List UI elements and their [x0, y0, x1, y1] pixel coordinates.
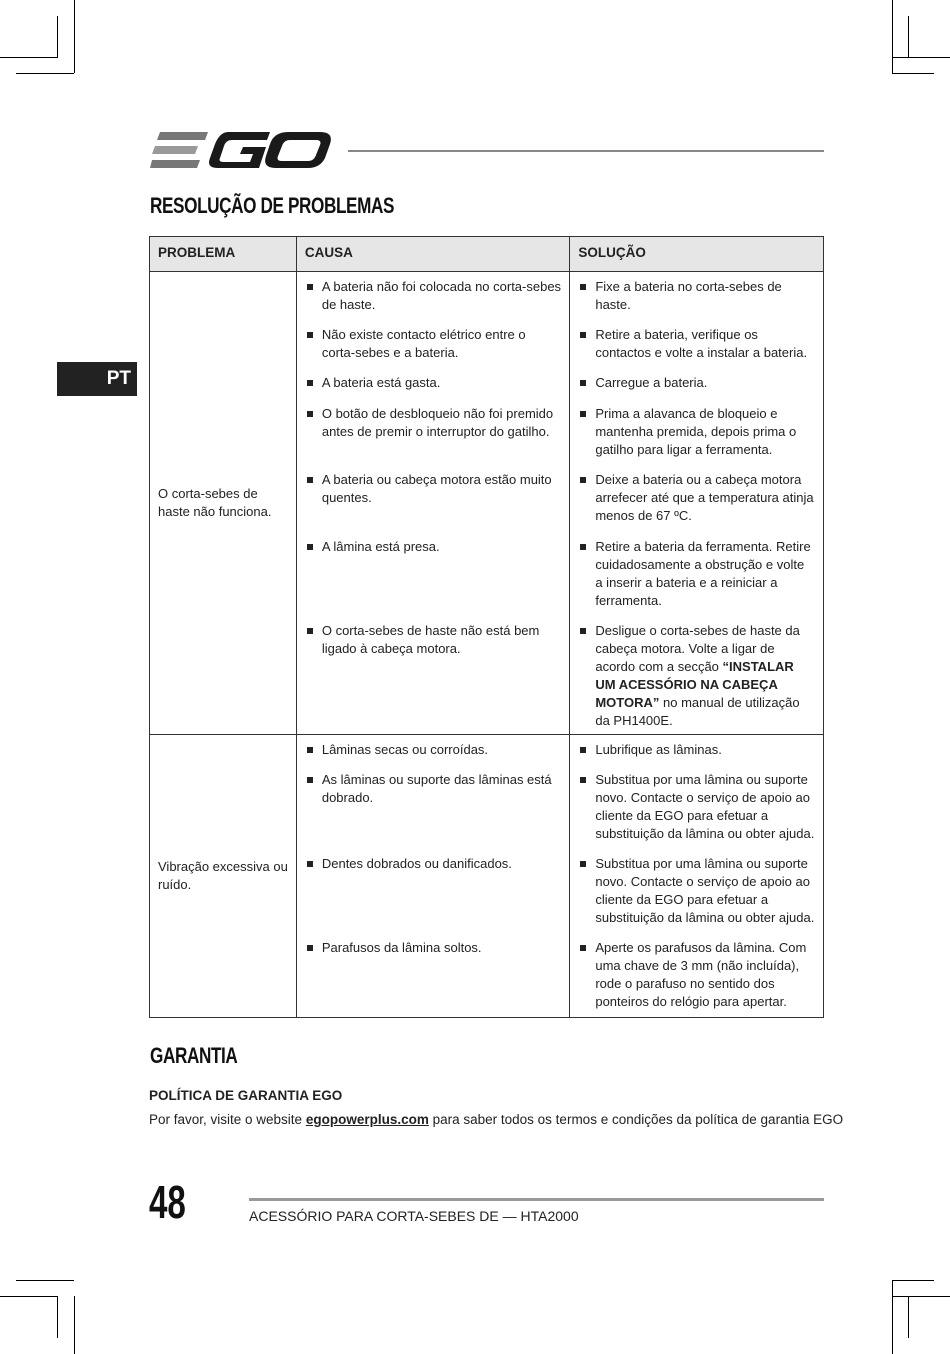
ego-logo [150, 130, 332, 177]
warranty-title: GARANTIA [150, 1043, 238, 1068]
crop-mark [892, 73, 934, 74]
crop-mark [0, 57, 58, 58]
header-solution: SOLUÇÃO [570, 237, 824, 272]
solution-item: Substitua por uma lâmina ou suporte novo. Contacte o serviço de apoio ao cliente da EGO para efetuar a substituição da lâmina ou obter ajuda. [578, 855, 815, 939]
table-row [150, 735, 824, 1018]
solution-cell [570, 735, 824, 1018]
warranty-link[interactable]: egopowerplus.com [305, 1112, 429, 1127]
solution-item [578, 622, 815, 730]
cause-cell [296, 272, 570, 735]
crop-mark [0, 1296, 58, 1297]
solution-cell [570, 272, 824, 735]
cause-item: O corta-sebes de haste não está bem ligado à cabeça motora. [305, 622, 562, 708]
solution-item: Carregue a bateria. [578, 374, 815, 405]
crop-mark [892, 1280, 934, 1281]
table-header-row [150, 237, 824, 272]
header-rule [348, 150, 824, 152]
crop-mark [908, 1296, 909, 1338]
crop-mark [74, 1296, 75, 1354]
problem-cell: O corta-sebes de haste não funciona. [150, 272, 297, 735]
solution-text: no manual de utilização da PH1400E. [595, 695, 800, 728]
cause-item: Parafusos da lâmina soltos. [305, 939, 562, 957]
warranty-subtitle: POLÍTICA DE GARANTIA EGO [149, 1088, 343, 1103]
crop-mark [908, 16, 909, 58]
cause-item: A bateria ou cabeça motora estão muito quentes. [305, 471, 562, 538]
crop-mark [892, 57, 950, 58]
troubleshooting-table [149, 236, 824, 1018]
page-number: 48 [149, 1176, 186, 1228]
crop-mark [74, 0, 75, 73]
solution-item: Deixe a bateria ou a cabeça motora arrefecer até que a temperatura atinja menos de 67 ºC. [578, 471, 815, 538]
warranty-text-post: para saber todos os termos e condições da política de garantia EGO [428, 1112, 844, 1127]
header-cause: CAUSA [296, 237, 570, 272]
crop-mark [892, 1280, 893, 1354]
solution-item: Substitua por uma lâmina ou suporte novo. Contacte o serviço de apoio ao cliente da EGO para efetuar a substituição da lâmina ou obter ajuda. [578, 771, 815, 855]
cause-item: A lâmina está presa. [305, 538, 562, 622]
cause-item: A bateria está gasta. [305, 374, 562, 405]
crop-mark [892, 1296, 950, 1297]
cause-item: A bateria não foi colocada no corta-sebes de haste. [305, 278, 562, 326]
crop-mark [892, 0, 893, 73]
crop-mark [57, 1296, 58, 1338]
solution-reference: “INSTALAR UM ACESSÓRIO NA CABEÇA MOTORA” [595, 659, 794, 710]
section-title: RESOLUÇÃO DE PROBLEMAS [150, 193, 395, 218]
footer-rule [249, 1198, 824, 1201]
solution-item: Aperte os parafusos da lâmina. Com uma chave de 3 mm (não incluída), rode o parafuso no sentido dos ponteiros do relógio para apertar. [578, 939, 815, 1011]
crop-mark [57, 16, 58, 58]
solution-item: Lubrifique as lâminas. [578, 741, 815, 771]
solution-item: Prima a alavanca de bloqueio e mantenha premida, depois prima o gatilho para ligar a ferramenta. [578, 405, 815, 471]
warranty-text-pre: Por favor, visite o website [149, 1112, 306, 1127]
solution-item: Retire a bateria, verifique os contactos e volte a instalar a bateria. [578, 326, 815, 374]
cause-item: Dentes dobrados ou danificados. [305, 855, 562, 939]
problem-cell: Vibração excessiva ou ruído. [150, 735, 297, 1018]
cause-cell [296, 735, 570, 1018]
solution-item: Fixe a bateria no corta-sebes de haste. [578, 278, 815, 326]
language-tab: PT [57, 362, 137, 396]
table-row [150, 272, 824, 735]
cause-item: O botão de desbloqueio não foi premido antes de premir o interruptor do gatilho. [305, 405, 562, 471]
warranty-text [149, 1112, 843, 1127]
cause-item: Não existe contacto elétrico entre o corta-sebes e a bateria. [305, 326, 562, 374]
crop-mark [16, 73, 74, 74]
solution-item: Retire a bateria da ferramenta. Retire cuidadosamente a obstrução e volte a inserir a bateria e a reiniciar a ferramenta. [578, 538, 815, 622]
crop-mark [16, 1280, 74, 1281]
footer-text: ACESSÓRIO PARA CORTA-SEBES DE — HTA2000 [249, 1208, 579, 1224]
solution-text: Desligue o corta-sebes de haste da cabeça motora. Volte a ligar de acordo com a secção [595, 623, 800, 674]
header-problem: PROBLEMA [150, 237, 297, 272]
cause-item: Lâminas secas ou corroídas. [305, 741, 562, 771]
cause-item: As lâminas ou suporte das lâminas está dobrado. [305, 771, 562, 855]
